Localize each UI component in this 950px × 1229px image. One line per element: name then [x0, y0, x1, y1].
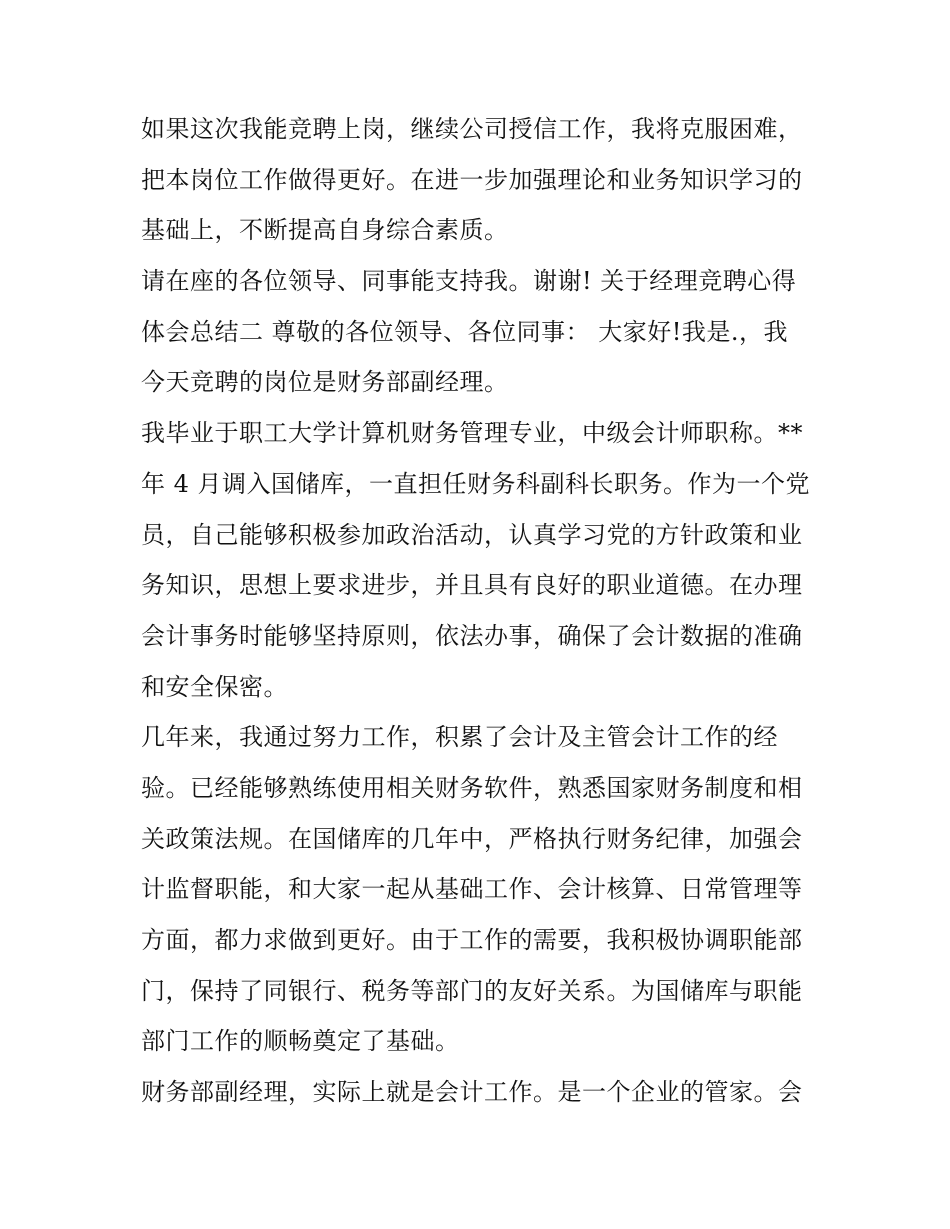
text-line: 年 4 月调入国储库，一直担任财务科副科长职务。作为一个党 — [141, 469, 811, 498]
text-line: 门，保持了同银行、税务等部门的友好关系。为国储库与职能 — [141, 976, 803, 1005]
text-line: 财务部副经理，实际上就是会计工作。是一个企业的管家。会 — [141, 1078, 803, 1107]
text-line: 计监督职能，和大家一起从基础工作、会计核算、日常管理等 — [141, 875, 803, 904]
text-line: 我毕业于职工大学计算机财务管理专业，中级会计师职称。** — [141, 419, 803, 448]
text-line: 如果这次我能竞聘上岗，继续公司授信工作，我将克服困难， — [141, 115, 803, 143]
text-line: 请在座的各位领导、同事能支持我。谢谢! 关于经理竞聘心得 — [141, 267, 797, 296]
text-line: 今天竞聘的岗位是财务部副经理。 — [141, 368, 509, 397]
text-line: 体会总结二 尊敬的各位领导、各位同事： 大家好!我是.，我 — [141, 317, 789, 346]
text-line: 验。已经能够熟练使用相关财务软件，熟悉国家财务制度和相 — [141, 773, 803, 802]
text-line: 把本岗位工作做得更好。在进一步加强理论和业务知识学习的 — [141, 165, 803, 194]
text-line: 和安全保密。 — [141, 672, 288, 701]
text-line: 会计事务时能够坚持原则，依法办事，确保了会计数据的准确 — [141, 621, 803, 650]
text-line: 关政策法规。在国储库的几年中，严格执行财务纪律，加强会 — [141, 824, 803, 853]
text-line: 基础上，不断提高自身综合素质。 — [141, 216, 509, 245]
text-line: 几年来，我通过努力工作，积累了会计及主管会计工作的经 — [141, 723, 778, 752]
text-line: 方面，都力求做到更好。由于工作的需要，我积极协调职能部 — [141, 926, 803, 954]
document-body — [141, 104, 821, 1118]
text-line: 员，自己能够积极参加政治活动，认真学习党的方针政策和业 — [141, 520, 803, 549]
text-line: 部门工作的顺畅奠定了基础。 — [141, 1027, 460, 1056]
text-line: 务知识，思想上要求进步，并且具有良好的职业道德。在办理 — [141, 571, 803, 600]
